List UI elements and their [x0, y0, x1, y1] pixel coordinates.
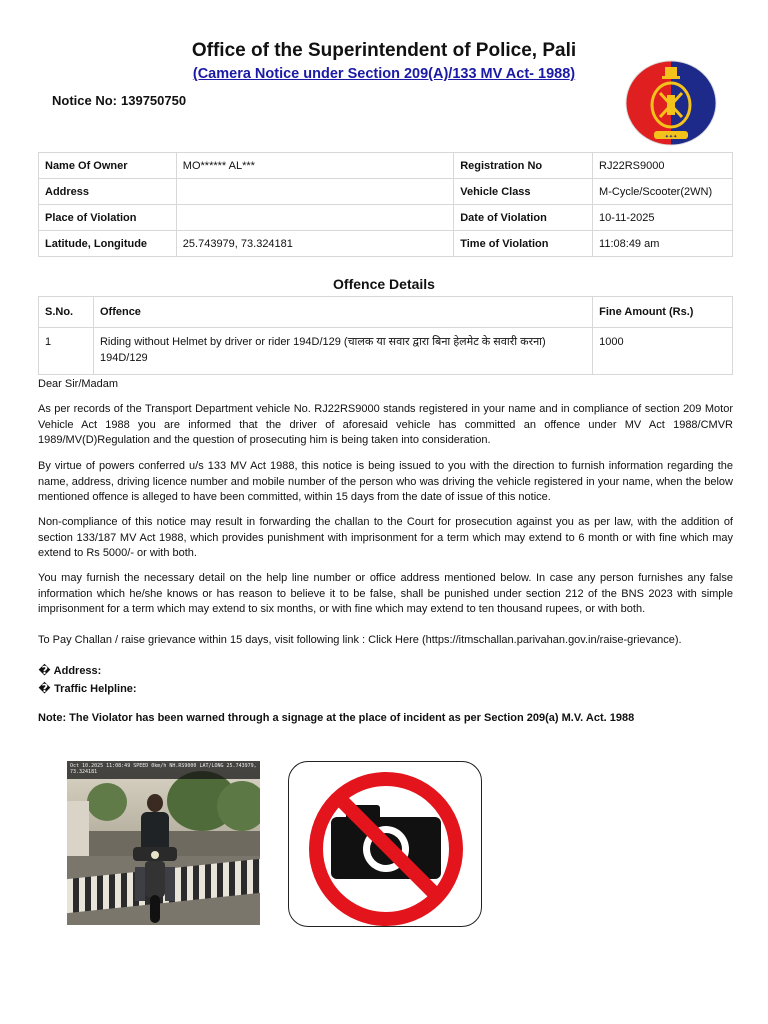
offence-header-row [39, 297, 733, 328]
owner-field-label: Name Of Owner [39, 153, 177, 179]
offence-details-table [38, 296, 733, 375]
owner-table-row [39, 153, 733, 179]
no-camera-signage [288, 761, 482, 927]
page-title: Office of the Superintendent of Police, Pali [191, 40, 577, 61]
owner-field-value: RJ22RS9000 [593, 153, 733, 179]
offence-sno: 1 [39, 328, 94, 375]
bullet-mark: � [38, 665, 51, 677]
notice-number-value: 139750750 [121, 93, 187, 108]
owner-field-label: Registration No [454, 153, 593, 179]
offence-fine-amount: 1000 [593, 328, 733, 375]
paragraph-non-compliance: Non-compliance of this notice may result in forwarding the challan to the Court for prosecution against you as per law, with the addition of section 133/187 MV Act 1988, which provides punishment with imprisonment for a term which may extend to 6 month or with fine which may extend to Rs 5000/- or with both. [38, 516, 733, 560]
svg-text:✦✦✦: ✦✦✦ [664, 134, 678, 140]
owner-field-value: MO****** AL*** [176, 153, 453, 179]
address-label: Address: [53, 665, 102, 677]
paragraph-false-information: You may furnish the necessary detail on the help line number or office address mentioned below. In case any person furnishes any false information which he/she knows or has reason to believe it to be false, shall be punished under section 212 of the BNS 2023 with simple imprisonment for a term which may extend to six months, or with fine which may extend to ten thousand rupees, or with both. [38, 572, 733, 616]
violation-camera-photo [67, 761, 260, 925]
owner-field-value [176, 205, 453, 231]
bullet-mark: � [38, 683, 51, 695]
owner-field-label: Date of Violation [454, 205, 593, 231]
owner-field-value: 10-11-2025 [593, 205, 733, 231]
owner-field-label: Address [39, 179, 177, 205]
offence-header-sno: S.No. [39, 297, 94, 328]
owner-field-value: 11:08:49 am [593, 231, 733, 257]
rajasthan-police-emblem-icon [624, 59, 718, 147]
offence-details-heading: Offence Details [333, 276, 435, 292]
helpline-line [38, 682, 137, 695]
owner-table-row [39, 231, 733, 257]
notice-number [52, 93, 186, 108]
paragraph-registration: As per records of the Transport Department vehicle No. RJ22RS9000 stands registered in your name and in compliance of section 209 Motor Vehicle Act 1988 you are informed that the driver of aforesaid vehicle has committed an offence under MV Act 1988/CMVR 1989/MV(D)Regulation and the question of prosecuting him is being taken into consideration. [38, 403, 733, 447]
no-camera-sign-icon [289, 762, 483, 928]
pay-challan-text: To Pay Challan / raise grievance within 15 days, visit following link : Click Here (https://itmschallan.parivahan.gov.in/raise-grievance). [38, 634, 682, 646]
owner-field-value: M-Cycle/Scooter(2WN) [593, 179, 733, 205]
owner-field-label: Place of Violation [39, 205, 177, 231]
offence-description: Riding without Helmet by driver or rider 194D/129 (चालक या सवार द्वारा बिना हेलमेट के सवारी करना) 194D/129 [93, 328, 592, 375]
owner-table-row [39, 205, 733, 231]
photo-overlay-text: Oct 10.2025 11:08:49 SPEED 0km/h NH.RS9000 LAT/LONG 25.743979, 73.324181 [67, 761, 260, 779]
salutation: Dear Sir/Madam [38, 378, 119, 390]
offence-header-fine: Fine Amount (Rs.) [593, 297, 733, 328]
notice-number-label: Notice No: [52, 93, 117, 108]
offence-row [39, 328, 733, 375]
owner-details-table [38, 152, 733, 257]
offence-header-offence: Offence [93, 297, 592, 328]
owner-field-value: 25.743979, 73.324181 [176, 231, 453, 257]
owner-field-value [176, 179, 453, 205]
page-subtitle: (Camera Notice under Section 209(A)/133 MV Act- 1988) [192, 66, 576, 82]
owner-field-label: Vehicle Class [454, 179, 593, 205]
owner-table-row [39, 179, 733, 205]
rider-on-motorcycle-icon [125, 791, 185, 923]
owner-field-label: Time of Violation [454, 231, 593, 257]
paragraph-powers: By virtue of powers conferred u/s 133 MV Act 1988, this notice is being issued to you with the direction to furnish information regarding the name, address, driving licence number and mobile number of the person who was driving the vehicle registered in your name, when the below mentioned offence is alleged to have been committed, within 15 days from the date of issue of this notice. [38, 460, 733, 504]
owner-field-label: Latitude, Longitude [39, 231, 177, 257]
address-line [38, 664, 101, 677]
helpline-label: Traffic Helpline: [54, 683, 137, 695]
signage-note: Note: The Violator has been warned through a signage at the place of incident as per Section 209(a) M.V. Act. 1988 [38, 712, 635, 724]
